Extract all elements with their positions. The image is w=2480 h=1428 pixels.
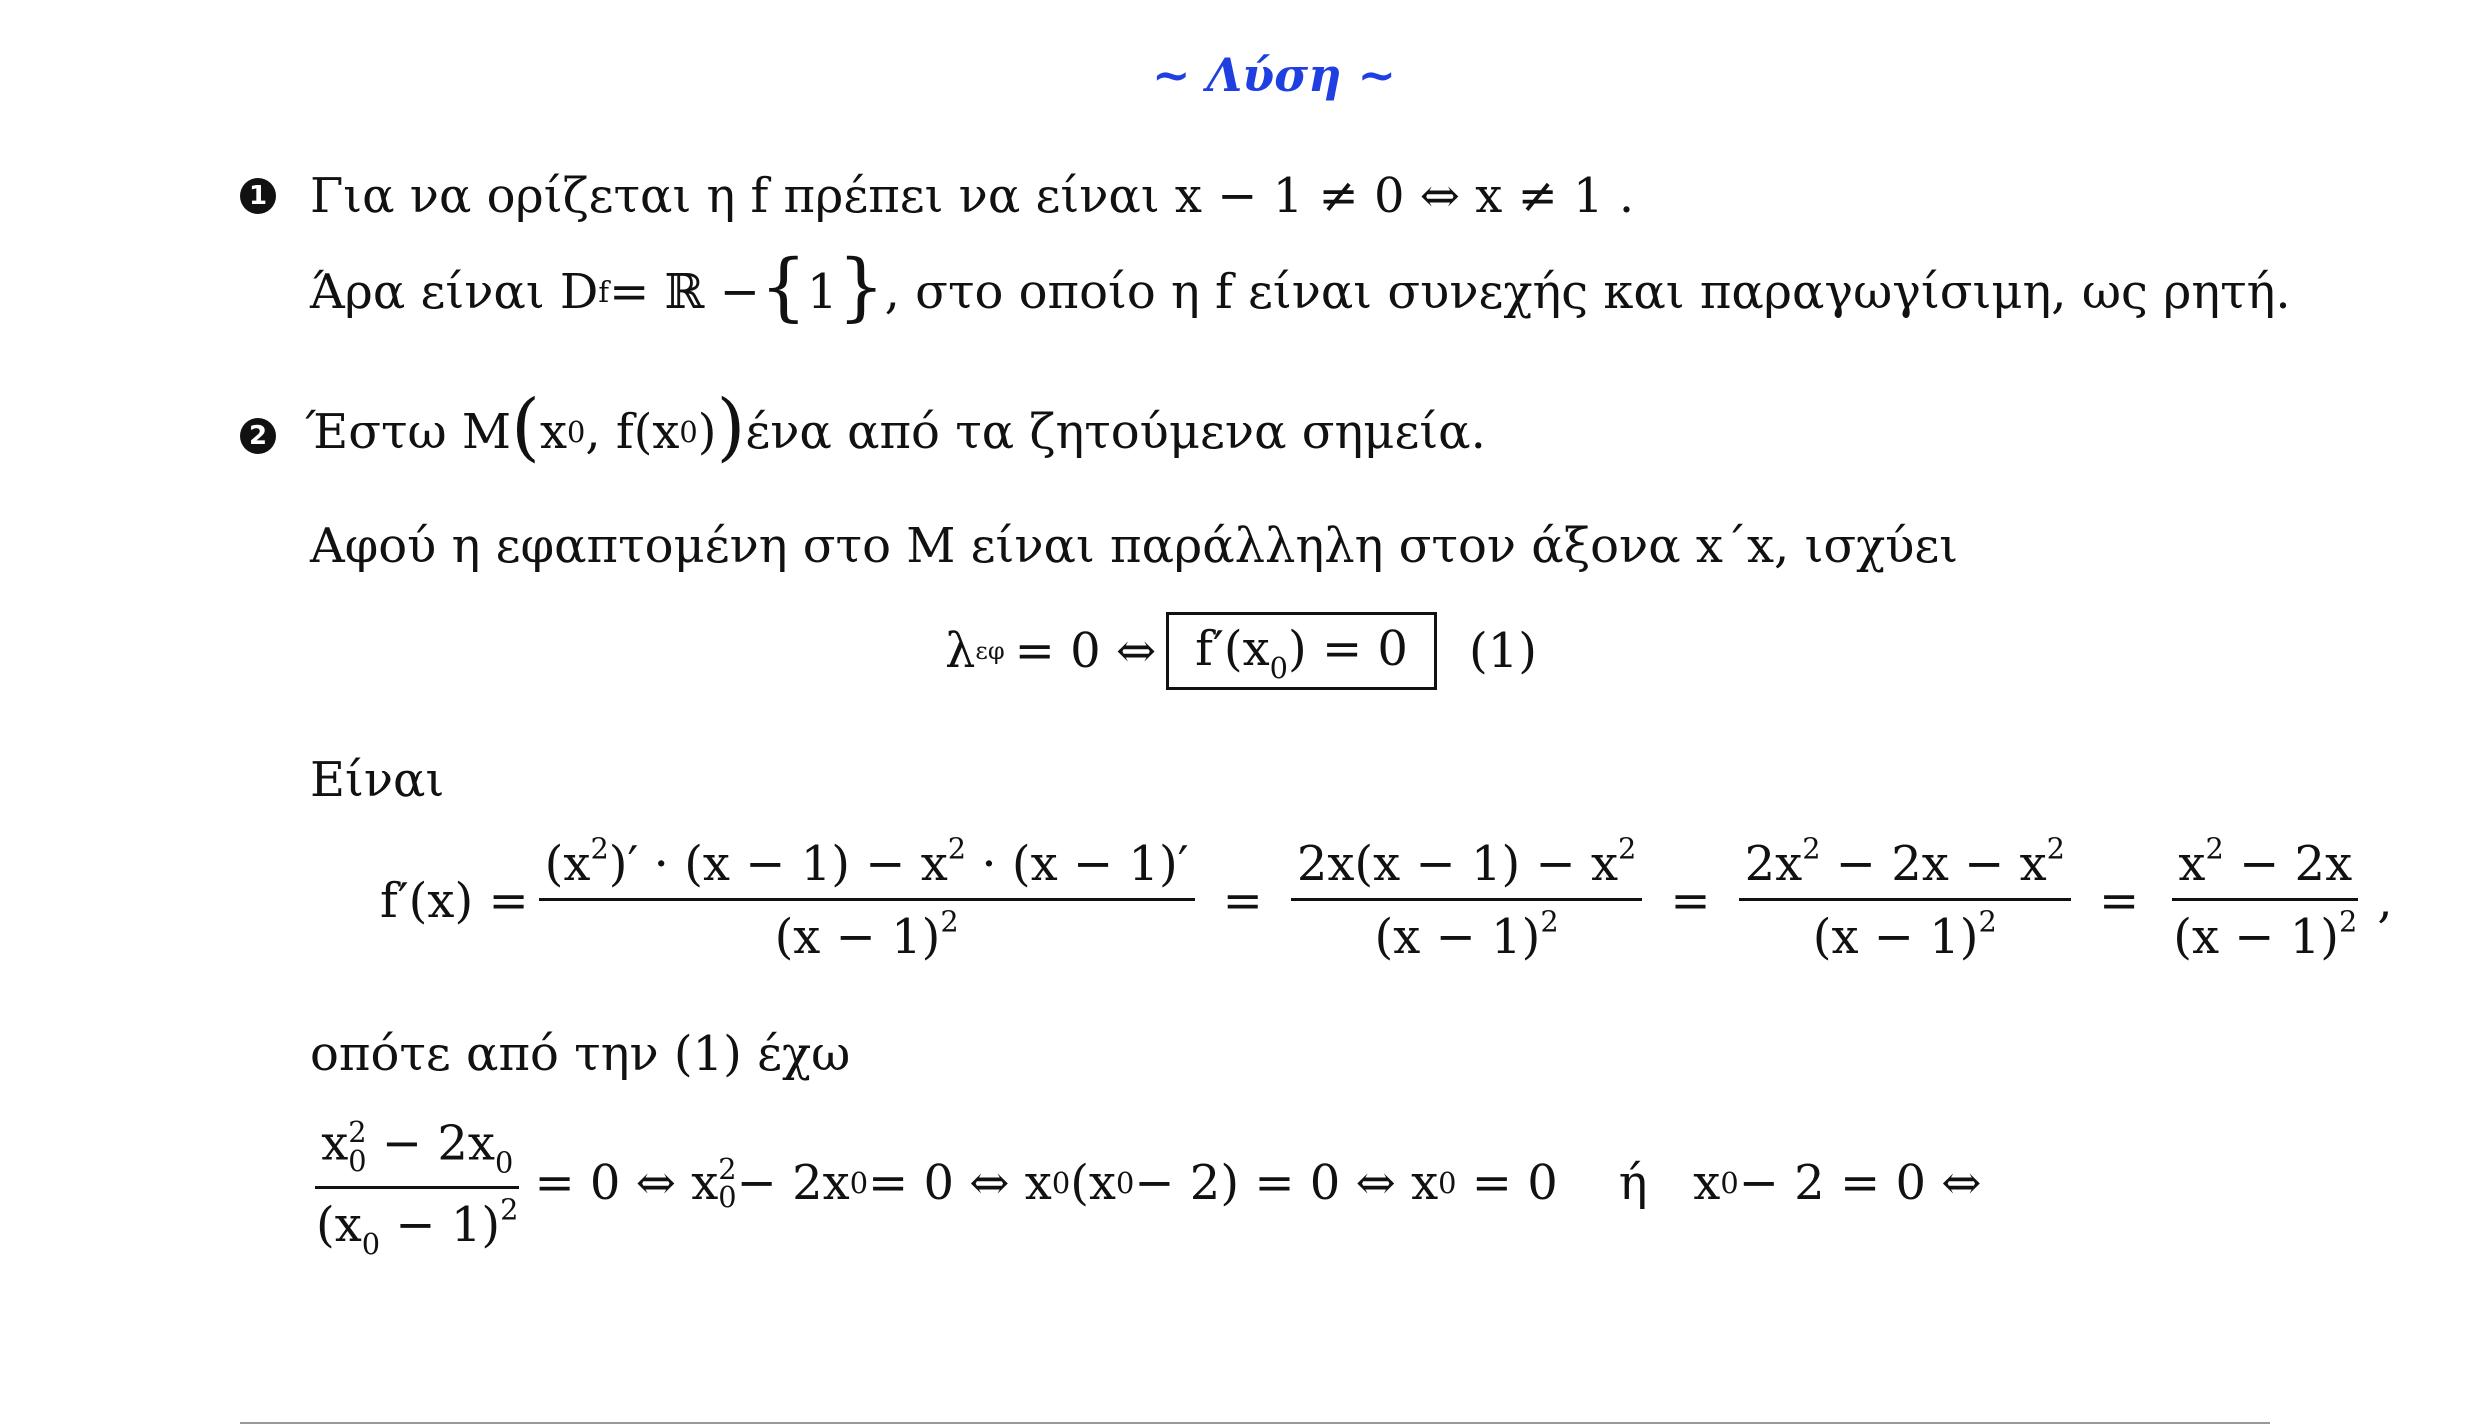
n2-a: 2x(x − 1) − x bbox=[1296, 836, 1619, 892]
n4-a: x bbox=[2178, 836, 2206, 892]
equation-1-mid: = 0 ⇔ bbox=[1014, 623, 1157, 679]
d1-a: (x − 1) bbox=[774, 909, 941, 965]
final-r2: − 2x bbox=[736, 1155, 850, 1212]
fn-b: − 2x bbox=[366, 1115, 495, 1172]
fn-sup: 2 bbox=[348, 1115, 367, 1149]
point-text-c: , f(x bbox=[585, 403, 680, 460]
n3-a: 2x bbox=[1744, 836, 1803, 892]
n3-sup1: 2 bbox=[1802, 831, 1821, 866]
boxed-sub: 0 bbox=[1269, 650, 1288, 685]
lambda-symbol: λ bbox=[945, 623, 976, 679]
final-fraction bbox=[310, 1115, 524, 1261]
fraction-1-numerator bbox=[539, 831, 1195, 901]
final-r1-sup: 2 bbox=[718, 1151, 737, 1186]
fraction-2 bbox=[1291, 831, 1643, 965]
n2-sup: 2 bbox=[1618, 831, 1637, 866]
fd-sub: 0 bbox=[361, 1226, 381, 1261]
n4-sup: 2 bbox=[2205, 831, 2224, 866]
d4-a: (x − 1) bbox=[2173, 909, 2340, 965]
equation-tag: (1) bbox=[1468, 623, 1537, 679]
bullet-1-line-2: Άρα είναι D f = ℝ − { 1 } , στο οποίο η f είναι συνεχής και παραγωγίσιμη, ως ρητή. bbox=[310, 244, 2291, 330]
fraction-3-numerator bbox=[1739, 831, 2071, 901]
domain-text-b: = ℝ − bbox=[609, 263, 760, 320]
fraction-1-denominator bbox=[769, 901, 965, 965]
n3-b: − 2x − x bbox=[1820, 836, 2047, 892]
bullet-2-line-4: οπότε από την (1) έχω bbox=[310, 1026, 851, 1082]
point-text-b: x bbox=[539, 403, 568, 460]
derivative-tail: , bbox=[2377, 872, 2393, 929]
final-r1-sub: 0 bbox=[718, 1180, 737, 1215]
boxed-text-b: ) = 0 bbox=[1287, 621, 1408, 677]
n4-b: − 2x bbox=[2223, 836, 2353, 892]
paren-open: ( bbox=[511, 384, 540, 470]
bullet-2-line-3: Είναι bbox=[310, 752, 445, 808]
equals-3: = bbox=[2099, 872, 2140, 929]
solution-title: ~ Λύση ~ bbox=[1152, 48, 1397, 102]
paren-close: ) bbox=[716, 384, 746, 470]
final-r6: = 0 ή x bbox=[1456, 1155, 1721, 1212]
d2-a: (x − 1) bbox=[1374, 909, 1541, 965]
n1-c: · (x − 1)′ bbox=[966, 836, 1189, 892]
derivative-lhs: f′(x) = bbox=[380, 872, 529, 929]
bullet-1-line-1: Για να ορίζεται η f πρέπει να είναι x − 1 ≠ 0 ⇔ x ≠ 1 . bbox=[310, 168, 1635, 224]
d2-sup: 2 bbox=[1540, 904, 1559, 939]
d1-sup: 2 bbox=[940, 904, 959, 939]
fd-a: (x bbox=[316, 1196, 362, 1253]
d3-a: (x − 1) bbox=[1812, 909, 1979, 965]
set-brace-close: } bbox=[837, 244, 885, 330]
fraction-4-numerator bbox=[2172, 831, 2358, 901]
fn-sub2: 0 bbox=[494, 1145, 514, 1180]
final-r1: = 0 ⇔ x bbox=[534, 1155, 719, 1212]
n1-b: )′ · (x − 1) − x bbox=[608, 836, 948, 892]
domain-text-c: , στο οποίο η f είναι συνεχής και παραγωγίσιμη, ως ρητή. bbox=[884, 263, 2291, 320]
n3-sup2: 2 bbox=[2046, 831, 2065, 866]
point-text-a: Έστω M bbox=[305, 403, 512, 460]
bullet-2-line-1: Έστω M ( x 0 , f(x 0 ) ) ένα από τα ζητούμενα σημεία. bbox=[305, 384, 1486, 470]
d3-sup: 2 bbox=[1978, 904, 1997, 939]
final-r3: = 0 ⇔ x bbox=[868, 1155, 1052, 1212]
n1-sup1: 2 bbox=[590, 831, 609, 866]
fraction-4-denominator bbox=[2167, 901, 2363, 965]
set-brace-open: { bbox=[759, 244, 808, 330]
fn-sub: 0 bbox=[348, 1143, 367, 1178]
d4-sup: 2 bbox=[2339, 904, 2358, 939]
fraction-1 bbox=[539, 831, 1195, 965]
bullet-2-icon: 2 bbox=[240, 418, 276, 454]
final-r5: − 2) = 0 ⇔ x bbox=[1134, 1155, 1439, 1212]
n1-a: (x bbox=[544, 836, 591, 892]
final-fraction-denominator bbox=[310, 1189, 524, 1261]
equals-1: = bbox=[1222, 872, 1263, 929]
equation-1: λ εφ = 0 ⇔ $f'(x_0) = 0$ (1) bbox=[945, 612, 1537, 690]
bullet-1-icon: 1 bbox=[240, 178, 276, 214]
final-r4: (x bbox=[1070, 1155, 1116, 1212]
boxed-equation bbox=[1166, 612, 1437, 690]
set-element: 1 bbox=[807, 263, 838, 320]
final-r7: − 2 = 0 ⇔ bbox=[1738, 1155, 1982, 1212]
bullet-2-line-2: Αφού η εφαπτομένη στο M είναι παράλληλη στον άξονα x΄x, ισχύει bbox=[310, 518, 1959, 574]
final-equation: x 2 0 − $2x_0$ $(x_0 - 1)^2$ = 0 ⇔ x 2 0 − 2x 0 = 0 ⇔ x 0 (x 0 − 2) = 0 ⇔ x 0 = 0 ή x 0 − 2 = 0 ⇔ bbox=[310, 1118, 1981, 1249]
final-fraction-numerator bbox=[315, 1115, 519, 1189]
fraction-3 bbox=[1739, 831, 2071, 965]
n1-sup2: 2 bbox=[947, 831, 967, 866]
boxed-text-a: f′(x bbox=[1195, 621, 1270, 677]
bottom-divider bbox=[240, 1422, 2270, 1424]
fn-a: x bbox=[321, 1115, 349, 1172]
equals-2: = bbox=[1670, 872, 1711, 929]
fraction-3-denominator bbox=[1807, 901, 2003, 965]
derivative-equation bbox=[380, 831, 2393, 965]
fd-b: − 1) bbox=[380, 1196, 501, 1253]
fd-sup: 2 bbox=[500, 1192, 519, 1226]
point-text-d: ) bbox=[697, 403, 717, 460]
fraction-2-denominator bbox=[1369, 901, 1565, 965]
fraction-4 bbox=[2167, 831, 2363, 965]
domain-text-a: Άρα είναι D bbox=[310, 263, 599, 320]
fraction-2-numerator bbox=[1291, 831, 1643, 901]
point-text-e: ένα από τα ζητούμενα σημεία. bbox=[745, 403, 1486, 460]
